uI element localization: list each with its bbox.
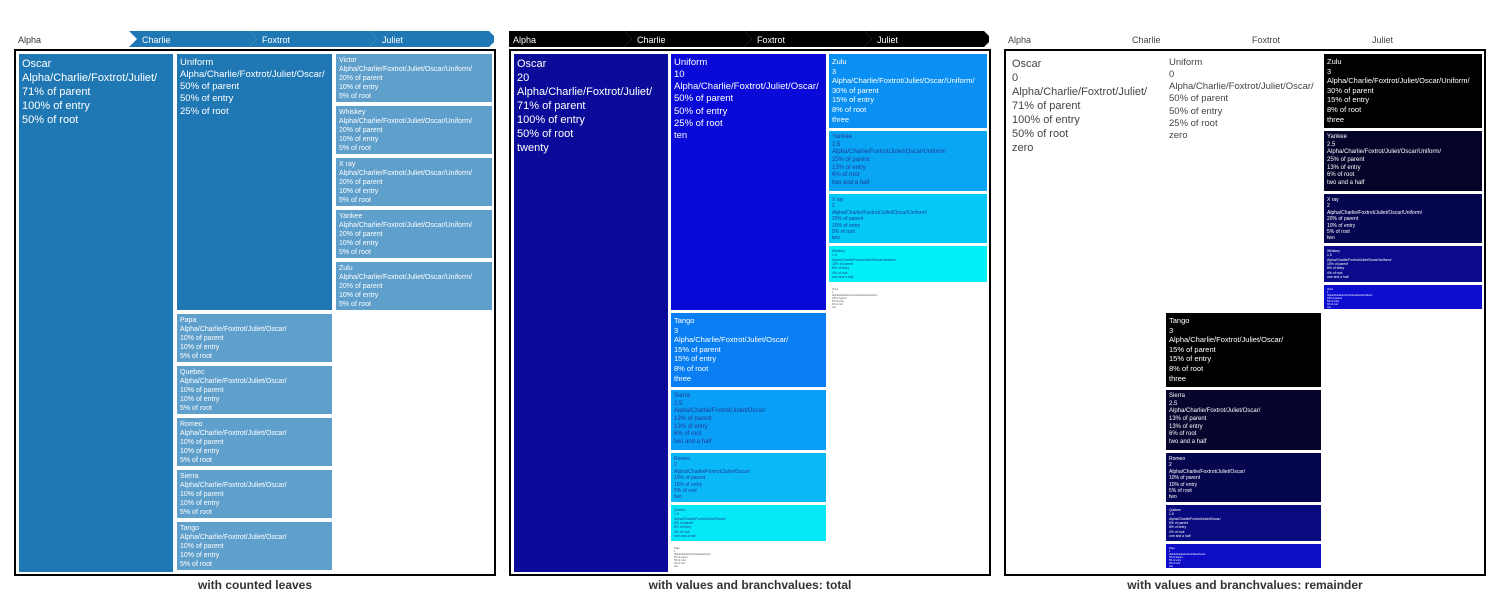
breadcrumb-item-charlie[interactable]: Charlie: [142, 35, 171, 45]
tile-label: Zulu 3 Alpha/Charlie/Foxtrot/Juliet/Oscar/Uniform/ 30% of parent 15% of entry 8% of root three: [1327, 57, 1470, 124]
tile-label: Tango 3 Alpha/Charlie/Foxtrot/Juliet/Oscar/ 15% of parent 15% of entry 8% of root three: [1169, 316, 1284, 383]
tile-label: Quebec 1.5 Alpha/Charlie/Foxtrot/Juliet/Oscar/ 8% of parent 8% of entry 4% of root one and a half: [674, 508, 726, 539]
breadcrumb-item-alpha[interactable]: Alpha: [513, 35, 537, 45]
tile-label: X ray 2 Alpha/Charlie/Foxtrot/Juliet/Oscar/Uniform/ 20% of parent 10% of entry 5% of root two: [1327, 197, 1423, 242]
tile-label: Romeo 2 Alpha/Charlie/Foxtrot/Juliet/Oscar/ 10% of parent 10% of entry 5% of root two: [674, 456, 751, 501]
tile-label: X ray 2 Alpha/Charlie/Foxtrot/Juliet/Oscar/Uniform/ 20% of parent 10% of entry 5% of root two: [832, 197, 928, 242]
tile-label: Zulu 3 Alpha/Charlie/Foxtrot/Juliet/Oscar/Uniform/ 30% of parent 15% of entry 8% of root three: [832, 57, 975, 124]
tile-whiskey[interactable]: [1324, 246, 1482, 282]
tile-victor[interactable]: [1324, 285, 1482, 309]
tile-label: Oscar 0 Alpha/Charlie/Foxtrot/Juliet/ 71% of parent 100% of entry 50% of root zero: [1012, 58, 1148, 155]
tile-sierra[interactable]: [671, 390, 826, 450]
tile-yankee[interactable]: [336, 210, 492, 258]
tile-label: Sierra 2.5 Alpha/Charlie/Foxtrot/Juliet/Oscar/ 13% of parent 13% of entry 6% of root two and a half: [1169, 393, 1261, 446]
tile-victor[interactable]: [336, 54, 492, 102]
tile-oscar[interactable]: [514, 54, 668, 572]
tile-label: Yankee Alpha/Charlie/Foxtrot/Juliet/Oscar/Uniform/ 20% of parent 10% of entry 5% of root: [339, 213, 473, 256]
tile-label: Whiskey Alpha/Charlie/Foxtrot/Juliet/Oscar/Uniform/ 20% of parent 10% of entry 5% of root: [339, 109, 473, 152]
treemap-frame: [14, 49, 496, 576]
treemap-frame: [509, 49, 991, 576]
tile-victor[interactable]: [829, 285, 987, 309]
tile-label: Victor 1 Alpha/Charlie/Foxtrot/Juliet/Oscar/Uniform/ 10% of parent 5% of entry 3% of root one: [832, 288, 878, 309]
tile-label: Zulu Alpha/Charlie/Foxtrot/Juliet/Oscar/Uniform/ 20% of parent 10% of entry 5% of root: [339, 265, 473, 308]
tile-quebec[interactable]: [177, 366, 332, 414]
breadcrumb-item-foxtrot[interactable]: Foxtrot: [262, 35, 291, 45]
tile-uniform[interactable]: [671, 54, 826, 310]
breadcrumb-item-charlie[interactable]: Charlie: [1132, 35, 1161, 45]
breadcrumb: [509, 30, 989, 48]
tile-label: Papa Alpha/Charlie/Foxtrot/Juliet/Oscar/ 10% of parent 10% of entry 5% of root: [180, 317, 287, 360]
tile-label: Sierra Alpha/Charlie/Foxtrot/Juliet/Oscar/ 10% of parent 10% of entry 5% of root: [180, 473, 287, 516]
tile-label: Uniform Alpha/Charlie/Foxtrot/Juliet/Oscar/ 50% of parent 50% of entry 25% of root: [180, 57, 325, 117]
tile-sierra[interactable]: [177, 470, 332, 518]
tile-oscar[interactable]: [1009, 54, 1163, 572]
treemap-frame: [1004, 49, 1486, 576]
tile-label: Sierra 2.5 Alpha/Charlie/Foxtrot/Juliet/Oscar/ 13% of parent 13% of entry 6% of root two and a half: [674, 393, 766, 446]
treemap-panel: [1004, 30, 1486, 600]
tile-label: Quebec Alpha/Charlie/Foxtrot/Juliet/Oscar/ 10% of parent 10% of entry 5% of root: [180, 369, 287, 412]
tile-tango[interactable]: [1166, 313, 1321, 387]
tile-label: X ray Alpha/Charlie/Foxtrot/Juliet/Oscar/Uniform/ 20% of parent 10% of entry 5% of root: [339, 161, 473, 204]
breadcrumb-item-foxtrot[interactable]: Foxtrot: [1252, 35, 1281, 45]
tile-oscar[interactable]: [19, 54, 173, 572]
breadcrumb: [1004, 30, 1484, 48]
tile-label: Whiskey 1.5 Alpha/Charlie/Foxtrot/Juliet/Oscar/Uniform/ 15% of parent 8% of entry 4% of root one and a half: [832, 249, 897, 280]
tile-label: Uniform 0 Alpha/Charlie/Foxtrot/Juliet/Oscar/ 50% of parent 50% of entry 25% of root zero: [1169, 57, 1314, 141]
tile-label: Oscar 20 Alpha/Charlie/Foxtrot/Juliet/ 71% of parent 100% of entry 50% of root twenty: [517, 58, 653, 155]
breadcrumb-item-juliet[interactable]: Juliet: [1372, 35, 1394, 45]
treemap-panel: [14, 30, 496, 600]
tile-quebec[interactable]: [1166, 505, 1321, 541]
breadcrumb-item-charlie[interactable]: Charlie: [637, 35, 666, 45]
tile-label: Victor Alpha/Charlie/Foxtrot/Juliet/Oscar/Uniform/ 20% of parent 10% of entry 5% of root: [339, 57, 473, 100]
tile-label: Yankee 2.5 Alpha/Charlie/Foxtrot/Juliet/Oscar/Uniform/ 25% of parent 13% of entry 6% of root two and a half: [1327, 134, 1442, 187]
tile-papa[interactable]: [671, 544, 826, 568]
tile-zulu[interactable]: [336, 262, 492, 310]
tile-quebec[interactable]: [671, 505, 826, 541]
tile-label: Tango Alpha/Charlie/Foxtrot/Juliet/Oscar/ 10% of parent 10% of entry 5% of root: [180, 525, 287, 568]
chart-subtitle: with values and branchvalues: total: [648, 578, 852, 592]
tile-uniform[interactable]: [1166, 54, 1321, 310]
tile-zulu[interactable]: [1324, 54, 1482, 128]
tile-sierra[interactable]: [1166, 390, 1321, 450]
breadcrumb-item-foxtrot[interactable]: Foxtrot: [757, 35, 786, 45]
tile-whiskey[interactable]: [336, 106, 492, 154]
tile-label: Whiskey 1.5 Alpha/Charlie/Foxtrot/Juliet/Oscar/Uniform/ 15% of parent 8% of entry 4% of root one and a half: [1327, 249, 1392, 280]
chart-subtitle: with values and branchvalues: remainder: [1127, 578, 1363, 592]
tile-label: Oscar Alpha/Charlie/Foxtrot/Juliet/ 71% of parent 100% of entry 50% of root: [22, 58, 158, 127]
tile-papa[interactable]: [1166, 544, 1321, 568]
tile-yankee[interactable]: [1324, 131, 1482, 191]
breadcrumb-item-alpha[interactable]: Alpha: [18, 35, 42, 45]
tile-label: Romeo Alpha/Charlie/Foxtrot/Juliet/Oscar/ 10% of parent 10% of entry 5% of root: [180, 421, 287, 464]
breadcrumb-item-juliet[interactable]: Juliet: [877, 35, 899, 45]
tile-label: Yankee 2.5 Alpha/Charlie/Foxtrot/Juliet/Oscar/Uniform/ 25% of parent 13% of entry 6% of root two and a half: [832, 134, 947, 187]
tile-zulu[interactable]: [829, 54, 987, 128]
tile-tango[interactable]: [177, 522, 332, 570]
tile-romeo[interactable]: [1166, 453, 1321, 502]
tile-label: Papa 1 Alpha/Charlie/Foxtrot/Juliet/Oscar/ 5% of parent 5% of entry 3% of root one: [1169, 547, 1206, 568]
tile-tango[interactable]: [671, 313, 826, 387]
tile-label: Tango 3 Alpha/Charlie/Foxtrot/Juliet/Oscar/ 15% of parent 15% of entry 8% of root three: [674, 316, 789, 383]
treemap-panel: [509, 30, 991, 600]
tile-label: Victor 1 Alpha/Charlie/Foxtrot/Juliet/Oscar/Uniform/ 10% of parent 5% of entry 3% of root one: [1327, 288, 1373, 309]
tile-uniform[interactable]: [177, 54, 332, 310]
tile-romeo[interactable]: [177, 418, 332, 466]
tile-x-ray[interactable]: [829, 194, 987, 243]
tile-label: Quebec 1.5 Alpha/Charlie/Foxtrot/Juliet/Oscar/ 8% of parent 8% of entry 4% of root one and a half: [1169, 508, 1221, 539]
tile-whiskey[interactable]: [829, 246, 987, 282]
chart-subtitle: with counted leaves: [197, 578, 313, 592]
tile-yankee[interactable]: [829, 131, 987, 191]
tile-papa[interactable]: [177, 314, 332, 362]
tile-x-ray[interactable]: [1324, 194, 1482, 243]
breadcrumb-item-alpha[interactable]: Alpha: [1008, 35, 1032, 45]
breadcrumb-item-juliet[interactable]: Juliet: [382, 35, 404, 45]
tile-label: Romeo 2 Alpha/Charlie/Foxtrot/Juliet/Oscar/ 10% of parent 10% of entry 5% of root two: [1169, 456, 1246, 501]
breadcrumb: [14, 30, 494, 48]
tile-romeo[interactable]: [671, 453, 826, 502]
tile-x-ray[interactable]: [336, 158, 492, 206]
tile-label: Papa 1 Alpha/Charlie/Foxtrot/Juliet/Oscar/ 5% of parent 5% of entry 3% of root one: [674, 547, 711, 568]
tile-label: Uniform 10 Alpha/Charlie/Foxtrot/Juliet/Oscar/ 50% of parent 50% of entry 25% of root ten: [674, 57, 819, 141]
